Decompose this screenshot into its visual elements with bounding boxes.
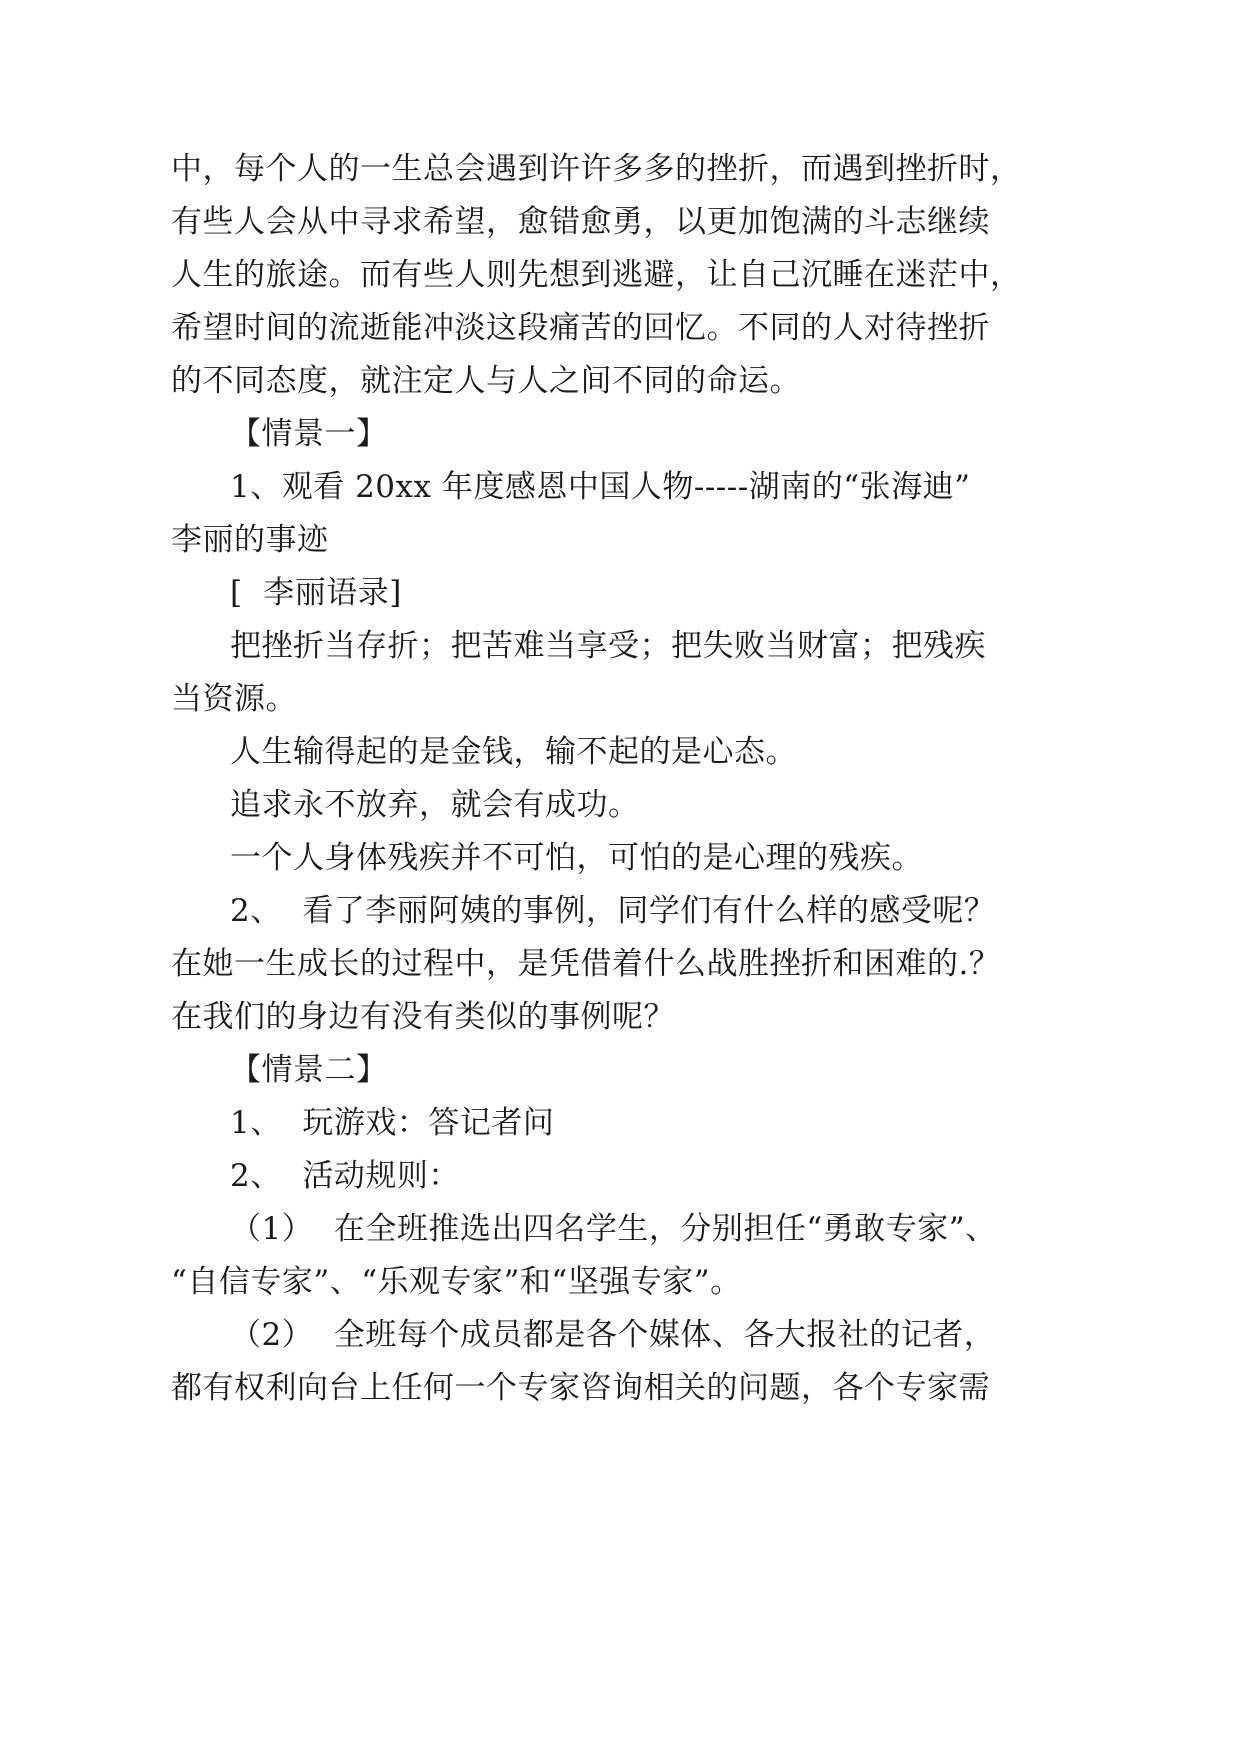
text-line: 都有权利向台上任何一个专家咨询相关的问题，各个专家需: [171, 1370, 990, 1406]
text-line: 2、 看了李丽阿姨的事例，同学们有什么样的感受呢？: [230, 893, 996, 929]
text-line: 在我们的身边有没有类似的事例呢？: [171, 999, 675, 1035]
text-line: 在她一生成长的过程中，是凭借着什么战胜挫折和困难的.？: [171, 946, 1001, 982]
text-line: “自信专家”、“乐观专家”和“坚强专家”。: [171, 1264, 742, 1300]
text-line: 把挫折当存折；把苦难当享受；把失败当财富；把残疾: [230, 628, 986, 664]
text-line: 人生输得起的是金钱，输不起的是心态。: [230, 734, 797, 770]
text-line: 1、 玩游戏：答记者问: [230, 1105, 555, 1141]
text-line: （1） 在全班推选出四名学生，分别担任“勇敢专家”、: [230, 1211, 997, 1247]
section-heading: 【情景二】: [230, 1052, 388, 1088]
text-line: 中，每个人的一生总会遇到许许多多的挫折，而遇到挫折时，: [171, 151, 1022, 187]
text-line: 的不同态度，就注定人与人之间不同的命运。: [171, 363, 801, 399]
text-line: 一个人身体残疾并不可怕，可怕的是心理的残疾。: [230, 840, 923, 876]
text-line: 1、观看 20xx 年度感恩中国人物-----湖南的“张海迪”: [230, 469, 971, 505]
text-line: 当资源。: [171, 681, 297, 717]
section-heading: 【情景一】: [230, 416, 388, 452]
quote-heading: [ 李丽语录]: [230, 575, 402, 611]
text-line: 有些人会从中寻求希望，愈错愈勇，以更加饱满的斗志继续: [171, 204, 990, 240]
text-line: 李丽的事迹: [171, 522, 329, 558]
text-line: 希望时间的流逝能冲淡这段痛苦的回忆。不同的人对待挫折: [171, 310, 990, 346]
text-line: 人生的旅途。而有些人则先想到逃避，让自己沉睡在迷茫中，: [171, 257, 1022, 293]
text-line: 2、 活动规则：: [230, 1158, 460, 1194]
text-line: （2） 全班每个成员都是各个媒体、各大报社的记者，: [230, 1317, 996, 1353]
text-line: 追求永不放弃，就会有成功。: [230, 787, 640, 823]
